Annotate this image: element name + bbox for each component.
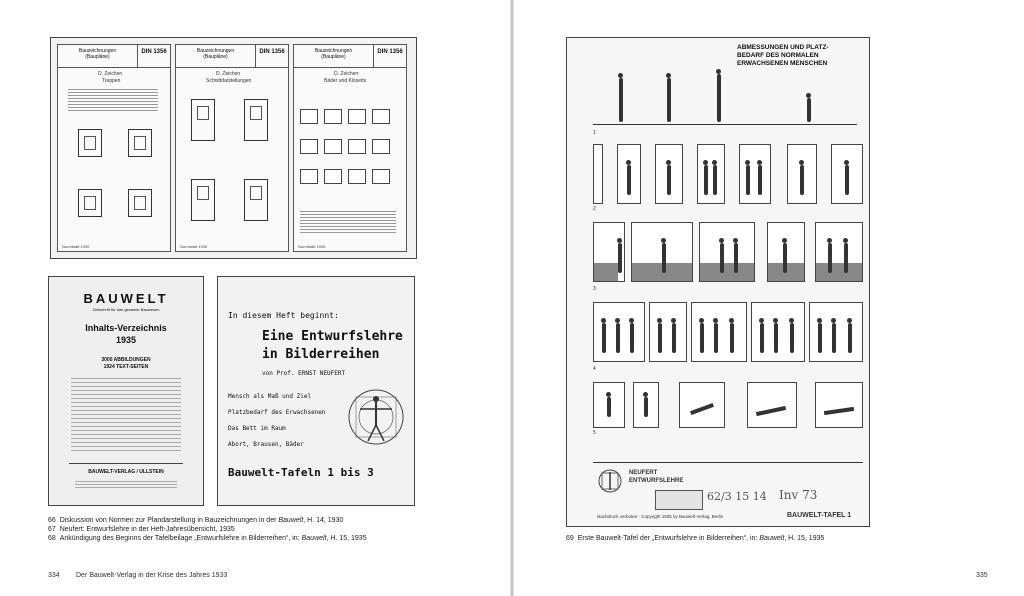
stair-symbol xyxy=(128,189,152,217)
caption-text: Ankündigung des Beginns der Tafelbeilage „Entwurfslehre in Bilderreihen“, in: xyxy=(59,535,302,542)
neufert-plate-figure xyxy=(566,37,870,527)
neufert-emblem-icon xyxy=(597,468,623,494)
notice-topic: Mensch als Maß und Ziel xyxy=(228,393,312,400)
caption-text: , H. 15, 1935 xyxy=(326,535,367,542)
plate-cell xyxy=(747,382,797,428)
sheet-title: Bauzeichnungen xyxy=(78,48,117,54)
stair-symbol xyxy=(78,129,102,157)
plate-title-line: BEDARF DES NORMALEN xyxy=(737,52,819,59)
caption-italic: Bauwelt xyxy=(301,535,327,542)
caption-italic: Bauwelt xyxy=(278,517,304,524)
fixture-symbol xyxy=(324,139,342,154)
caption-number: 68 xyxy=(48,535,56,542)
norm-sheet-2 xyxy=(175,44,289,252)
announcement-figure xyxy=(217,276,415,506)
page-number-left: 334 xyxy=(48,572,60,579)
plate-label: BAUWELT-TAFEL 1 xyxy=(787,512,852,519)
plate-title xyxy=(737,44,829,68)
plate-cell xyxy=(697,144,725,204)
row-label: 3 xyxy=(593,286,596,292)
caption-text: , H. 15, 1935 xyxy=(784,535,825,542)
sheet-section: D. Zeichen xyxy=(216,71,241,77)
stair-symbol xyxy=(78,189,102,217)
caption-number: 69 xyxy=(566,535,574,542)
index-title: Inhalts-Verzeichnis xyxy=(85,323,167,333)
plate-cell xyxy=(593,302,645,362)
footer-brand: NEUFERT xyxy=(629,470,658,476)
fixture-symbol xyxy=(372,139,390,154)
caption-text: Neufert: Entwurfslehre in der Heft-Jahresübersicht, 1935 xyxy=(59,526,235,533)
sheet-footer: Normblatt 1930 xyxy=(298,244,326,249)
notice-topic: Abort, Brausen, Bäder xyxy=(228,441,304,448)
caption-66 xyxy=(48,516,343,525)
plate-cell xyxy=(815,382,863,428)
tagline: Zeitschrift für das gesamte Bauwesen xyxy=(92,307,160,312)
notice-topic: Platzbedarf des Erwachsenen xyxy=(228,409,326,416)
fixture-symbol xyxy=(300,169,318,184)
section-symbol xyxy=(191,99,215,141)
sheet-label: Treppen xyxy=(102,78,121,84)
sheet-section: D. Zeichen xyxy=(98,71,123,77)
row-label: 4 xyxy=(593,366,596,372)
notice-headline: in Bilderreihen xyxy=(262,347,380,362)
row-label: 5 xyxy=(593,430,596,436)
fixture-symbol xyxy=(348,109,366,124)
fixture-symbol xyxy=(372,169,390,184)
plate-cell xyxy=(831,144,863,204)
plate-cell xyxy=(679,382,725,428)
divider xyxy=(69,463,183,464)
sheet-subtitle: (Baupläne) xyxy=(203,54,228,60)
masthead: BAUWELT xyxy=(83,291,169,306)
sheet-title: Bauzeichnungen xyxy=(314,48,353,54)
sheet-footer: Normblatt 1930 xyxy=(62,244,90,249)
caption-67 xyxy=(48,525,235,534)
sheet-footer: Normblatt 1930 xyxy=(180,244,208,249)
sheet-din: DIN 1356 xyxy=(141,49,167,55)
plate-cell xyxy=(633,382,659,428)
right-page xyxy=(514,0,1024,596)
caption-number: 67 xyxy=(48,526,56,533)
plate-cell xyxy=(655,144,683,204)
caption-number: 66 xyxy=(48,517,56,524)
figure-person xyxy=(717,74,721,122)
plate-cell xyxy=(699,222,755,282)
plate-cell xyxy=(691,302,747,362)
notice-topic: Das Bett im Raum xyxy=(228,425,286,432)
plate-cell xyxy=(631,222,693,282)
inventory-number: Inv 73 xyxy=(779,488,818,502)
sheet-text-block xyxy=(68,87,158,111)
caption-text: Diskussion von Normen zur Plandarstellung in Bauzeichnungen in der xyxy=(59,517,279,524)
fixture-symbol xyxy=(348,169,366,184)
sheet-subtitle: (Baupläne) xyxy=(85,54,110,60)
fixture-symbol xyxy=(324,109,342,124)
fixture-symbol xyxy=(324,169,342,184)
norm-sheet-1 xyxy=(57,44,171,252)
plate-cell xyxy=(617,144,641,204)
plate-cell xyxy=(649,302,687,362)
stair-symbol xyxy=(128,129,152,157)
figure-person xyxy=(807,98,811,122)
index-cover-figure xyxy=(48,276,204,506)
plate-title-line: ERWACHSENEN MENSCHEN xyxy=(737,60,828,67)
footer-rule xyxy=(593,462,863,463)
plate-cell xyxy=(751,302,805,362)
plate-cell xyxy=(593,382,625,428)
sheet-din: DIN 1356 xyxy=(259,49,285,55)
plate-cell xyxy=(787,144,817,204)
caption-italic: Bauwelt xyxy=(759,535,785,542)
norm-sheets-figure xyxy=(50,37,417,259)
sheet-label: Schnittdarstellungen xyxy=(206,78,252,84)
vitruvian-figure-drawing xyxy=(346,387,406,447)
plate-cell xyxy=(593,222,625,282)
index-year: 1935 xyxy=(115,335,137,345)
publisher-address xyxy=(75,479,177,489)
sheet-label: Bäder und Klosetts xyxy=(324,78,367,84)
row-label: 2 xyxy=(593,206,596,212)
index-text-block xyxy=(71,375,181,453)
figure-person xyxy=(619,78,623,122)
publisher: BAUWELT-VERLAG / ULLSTEIN xyxy=(88,469,164,475)
caption-text: Erste Bauwelt-Tafel der „Entwurfslehre in Bilderreihen“, in: xyxy=(577,535,760,542)
notice-headline: Eine Entwurfslehre xyxy=(262,329,403,344)
section-symbol xyxy=(191,179,215,221)
running-head: Der Bauwelt-Verlag in der Krise des Jahres 1933 xyxy=(76,572,228,579)
plate-cell xyxy=(815,222,863,282)
stats-line: 3000 ABBILDUNGEN xyxy=(101,357,151,363)
plate-cell xyxy=(739,144,771,204)
sheet-din: DIN 1356 xyxy=(377,49,403,55)
sheet-section: D. Zeichen xyxy=(334,71,359,77)
figure-person xyxy=(667,78,671,122)
fixture-symbol xyxy=(300,139,318,154)
plate-title-line: ABMESSUNGEN UND PLATZ- xyxy=(737,44,829,51)
caption-68 xyxy=(48,534,367,543)
sheet-text-block xyxy=(300,209,396,235)
sheet-subtitle: (Baupläne) xyxy=(321,54,346,60)
fixture-symbol xyxy=(300,109,318,124)
plate-copyright: Nachdruck verboten · Copyright 1935 by Bauwelt-Verlag, Berlin xyxy=(597,514,724,519)
norm-sheet-3 xyxy=(293,44,407,252)
notice-intro: In diesem Heft beginnt: xyxy=(228,311,339,320)
plate-cell xyxy=(767,222,805,282)
caption-text: , H. 14, 1930 xyxy=(303,517,344,524)
fixture-symbol xyxy=(372,109,390,124)
handwritten-stamp: 62/3 15 14 xyxy=(707,490,767,503)
plate-cell xyxy=(593,144,603,204)
fixture-symbol xyxy=(348,139,366,154)
stats-line: 1924 TEXT-SEITEN xyxy=(103,364,149,370)
plate-cell xyxy=(809,302,863,362)
footer-brand: ENTWURFSLEHRE xyxy=(629,478,684,484)
sheet-title: Bauzeichnungen xyxy=(196,48,235,54)
row-label: 1 xyxy=(593,130,596,136)
notice-author: von Prof. ERNST NEUFERT xyxy=(262,370,346,377)
page-number-right: 335 xyxy=(976,572,988,579)
section-symbol xyxy=(244,179,268,221)
section-symbol xyxy=(244,99,268,141)
caption-69 xyxy=(566,534,824,543)
baseline xyxy=(593,124,857,125)
library-stamp xyxy=(655,490,703,510)
notice-footer: Bauwelt-Tafeln 1 bis 3 xyxy=(228,466,374,479)
